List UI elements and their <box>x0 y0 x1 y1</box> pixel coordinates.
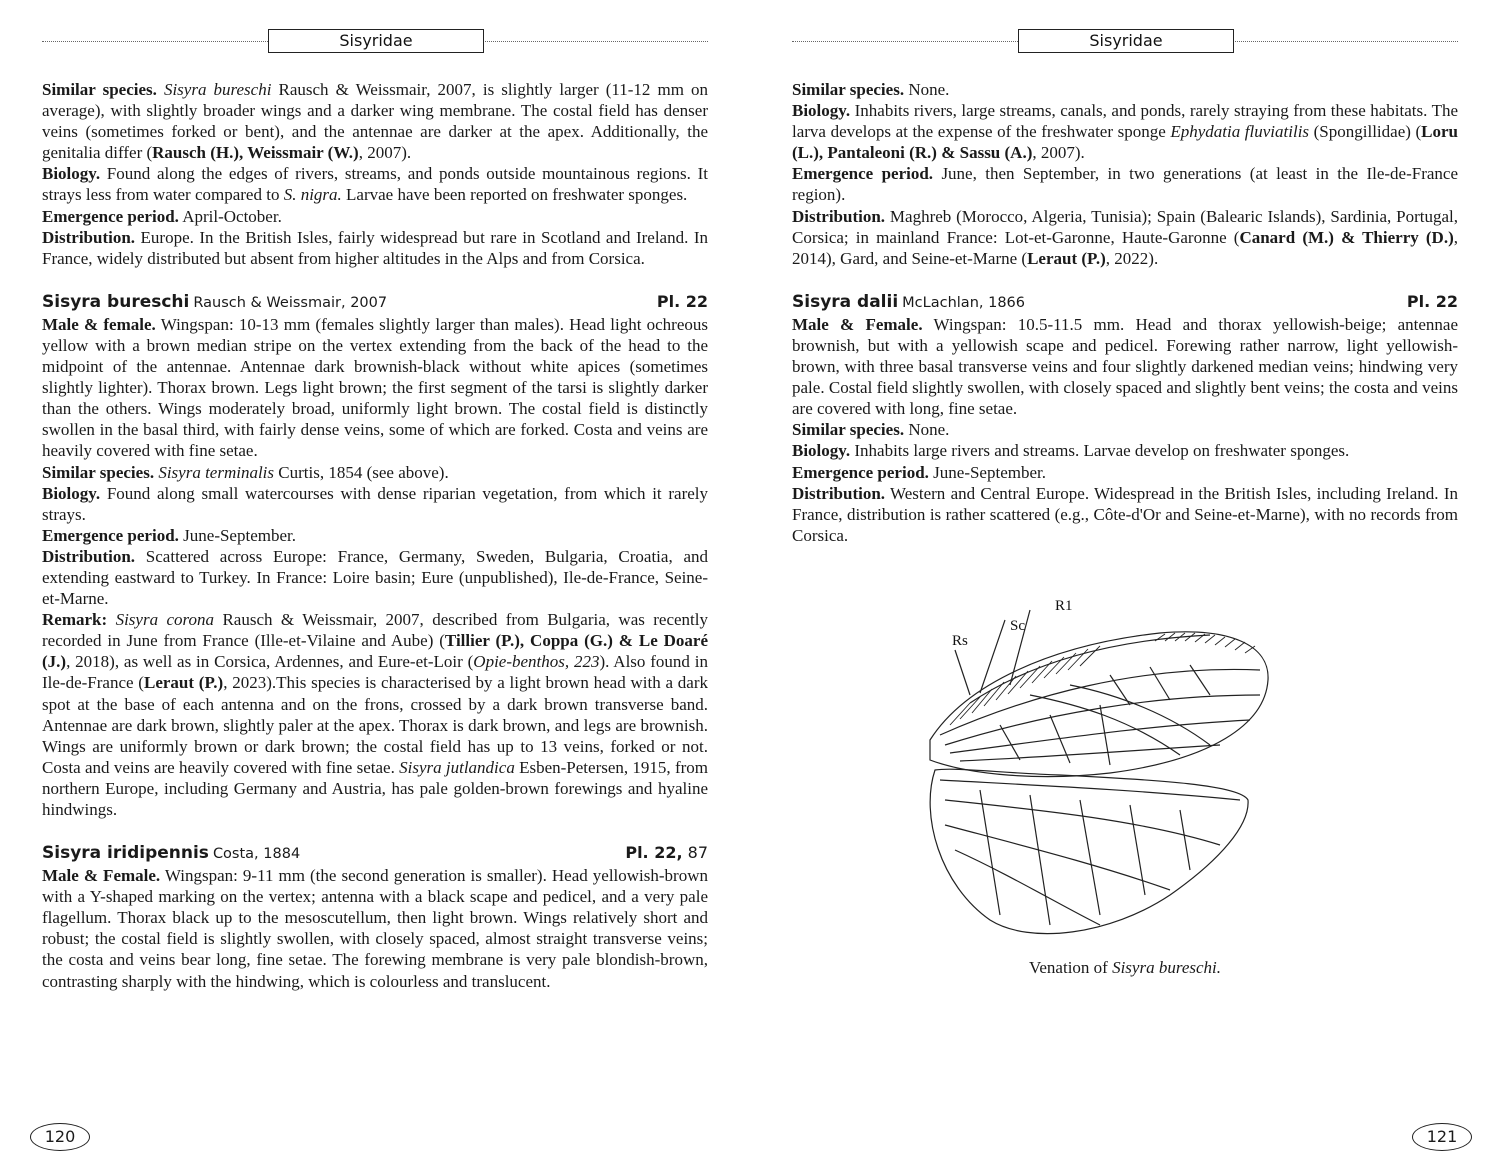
intro-similar-species: Similar species. Sisyra bureschi Rausch & Weissmair, 2007, is slightly larger (11-12 mm on average), with slightly broader wings and a darker wing membrane. The costal field has denser veins (sometimes forked or bent), and the antennae are darker at the apex. Additionally, the genitalia differ (Rausch (H.), Weissmair (W.), 2007). <box>42 80 708 163</box>
iridipennis-description: Male & Female. Wingspan: 9-11 mm (the second generation is smaller). Head yellowish-brown with a Y-shaped marking on the vertex; antenna with a black scape and pedicel, and a very pale flagellum. Thorax black up to the mesoscutellum, then light brown. Wings relatively short and robust; the costal field is slightly swollen, with closely spaced, almost straight transverse veins; the costa and veins bear long, fine setae. The forewing membrane is very pale blondish-brown, contrasting sharply with the hindwing, which is colourless and translucent. <box>42 866 708 991</box>
bureschi-biology: Biology. Found along small watercourses with dense riparian vegetation, from which it rarely strays. <box>42 483 708 524</box>
label-leader-rs <box>955 650 970 695</box>
running-header: Sisyridae <box>1018 29 1234 53</box>
forewing-vein <box>960 745 1220 761</box>
intro-distribution: Distribution. Europe. In the British Isles, fairly widespread but rare in Scotland and Ireland. In France, widely distributed but absent from higher altitudes in the Alps and from Corsica. <box>42 227 708 268</box>
forewing-vein <box>1070 685 1210 745</box>
bureschi-distribution: Distribution. Scattered across Europe: France, Germany, Sweden, Bulgaria, Croatia, and extending eastward to Turkey. In France: Loire basin; Eure (unpublished), Ile-de-France, Seine-et-Marne. <box>42 546 708 609</box>
forewing-vein <box>1000 725 1020 760</box>
page-number-left: 120 <box>30 1123 90 1151</box>
species-heading-iridipennis: Sisyra iridipennis Costa, 1884 Pl. 22, 87 <box>42 843 708 864</box>
bureschi-similar-species: Similar species. Sisyra terminalis Curtis, 1854 (see above). <box>42 462 449 482</box>
hindwing-vein <box>1030 795 1050 925</box>
dalii-emergence: Emergence period. June-September. <box>792 462 1046 482</box>
forewing-vein <box>1100 705 1110 765</box>
intro-distribution: Distribution. Maghreb (Morocco, Algeria, Tunisia); Spain (Balearic Islands), Sardinia, Portugal, Corsica; in mainland France: Lot-et-Garonne, Haute-Garonne (Canard (M.) & Thierry (D.), 2014), Gard, and Seine-et-Marne (Leraut (P.), 2022). <box>792 206 1458 268</box>
forewing-vein <box>940 669 1260 735</box>
bureschi-emergence: Emergence period. June-September. <box>42 525 296 545</box>
right-page-content <box>792 79 1458 546</box>
hindwing-vein <box>980 790 1000 915</box>
label-rs: Rs <box>952 633 968 649</box>
right-page <box>750 0 1500 1176</box>
intro-biology: Biology. Inhabits rivers, large streams, canals, and ponds, rarely straying from these habitats. The larva develops at the expense of the freshwater sponge Ephydatia fluviatilis (Spongillidae) (Loru (L.), Pantaleoni (R.) & Sassu (A.), 2007). <box>792 101 1458 163</box>
dalii-distribution: Distribution. Western and Central Europe. Widespread in the British Isles, including Ireland. In France, distribution is rather scattered (e.g., Côte-d'Or and Seine-et-Marne), with no records from Corsica. <box>792 483 1458 545</box>
running-header: Sisyridae <box>268 29 484 53</box>
hindwing-vein <box>1180 810 1190 870</box>
intro-emergence: Emergence period. June, then September, in two generations (at least in the Ile-de-France region). <box>792 164 1458 205</box>
dalii-biology: Biology. Inhabits large rivers and streams. Larvae develop on freshwater sponges. <box>792 441 1350 461</box>
wing-venation-figure <box>910 585 1280 945</box>
label-leader-sc <box>980 620 1005 693</box>
intro-emergence: Emergence period. April-October. <box>42 206 282 226</box>
forewing-vein <box>950 720 1250 753</box>
label-sc: Sc <box>1010 618 1025 634</box>
forewing-vein <box>1150 667 1170 700</box>
dalii-similar-species: Similar species. None. <box>792 420 950 440</box>
dalii-description: Male & Female. Wingspan: 10.5-11.5 mm. Head and thorax yellowish-beige; antennae brownish, but with a yellowish scape and pedicel. Forewing rather narrow, light yellowish-brown, with three basal transverse veins and four slightly darkened median veins; hindwing very pale. Costal field slightly swollen, with closely spaced and slightly bent veins; the costa and veins are covered with long, fine setae. <box>792 314 1458 419</box>
intro-biology: Biology. Found along the edges of rivers, streams, and ponds outside mountainous regions. It strays less from water compared to S. nigra. Larvae have been reported on freshwater sponges. <box>42 164 708 205</box>
species-heading-bureschi: Sisyra bureschi Rausch & Weissmair, 2007 Pl. 22 <box>42 291 708 312</box>
species-heading-dalii: Sisyra dalii McLachlan, 1866 Pl. 22 <box>792 291 1458 312</box>
forewing-vein <box>1030 695 1180 755</box>
hindwing-vein <box>945 825 1170 890</box>
hindwing-vein <box>940 780 1240 800</box>
figure-caption: Venation of Sisyra bureschi. <box>1028 958 1221 977</box>
label-r1: R1 <box>1055 598 1073 614</box>
bureschi-description: Male & female. Wingspan: 10-13 mm (females slightly larger than males). Head light ochreous yellow with a brown median stripe on the vertex extending from the back of the head to the midpoint of the antennae. Antennae dark brownish-black without white apices (sometimes slightly lighter). Thorax brown. Legs light brown; the first segment of the tarsi is slightly darker than the others. Wings moderately broad, uniformly light brown. The costal field is distinctly swollen in the basal third, with fairly dense veins, some of which are forked. Costa and veins are heavily covered with fine setae. <box>42 314 708 461</box>
intro-similar-species: Similar species. None. <box>792 80 950 99</box>
left-page-content <box>42 79 708 992</box>
hindwing-vein <box>945 800 1220 845</box>
hindwing-vein <box>1130 805 1145 895</box>
forewing-outline <box>930 632 1268 777</box>
bureschi-remark: Remark: Sisyra corona Rausch & Weissmair, 2007, described from Bulgaria, was recently recorded in June from France (Ille-et-Vilaine and Aube) (Tillier (P.), Coppa (G.) & Le Doaré (J.), 2018), as well as in Corsica, Ardennes, and Eure-et-Loir (Opie-benthos, 223). Also found in Ile-de-France (Leraut (P.), 2023).This species is characterised by a light brown head with a dark spot at the base of each antenna and on the frons, crossed by a dark brown transverse band. Antennae are dark brown, slightly paler at the apex. Thorax is dark brown, and legs are brownish. Wings are uniformly brown or dark brown; the costal field has up to 13 veins, forked or not. Costa and veins are heavily covered with fine setae. Sisyra jutlandica Esben-Petersen, 1915, from northern Europe, including Germany and Austria, has pale golden-brown forewings and hyaline hindwings. <box>42 610 709 819</box>
page-number-right: 121 <box>1412 1123 1472 1151</box>
